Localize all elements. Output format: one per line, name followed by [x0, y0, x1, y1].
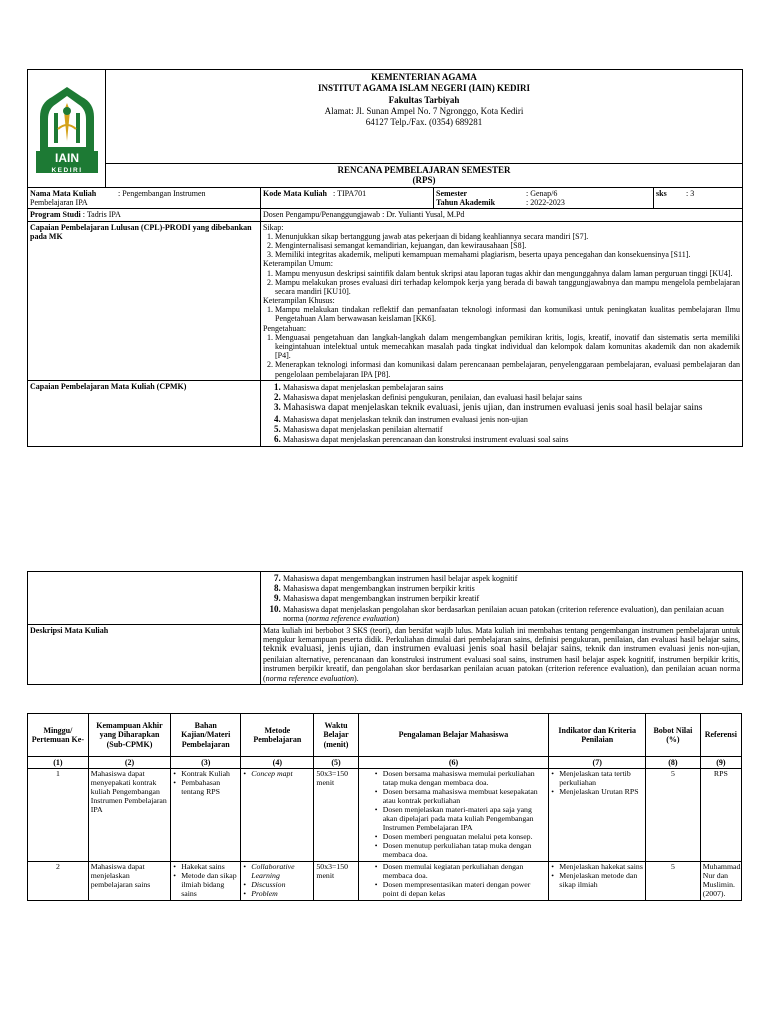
week-number: 1 [28, 769, 89, 862]
referensi-cell: RPS [700, 769, 741, 862]
list-item: 5. Mahasiswa dapat menjelaskan penilaian alternatif [283, 424, 740, 434]
list-item: • Kontrak Kuliah [173, 770, 238, 779]
cpl-label: Capaian Pembelajaran Lulusan (CPL)-PRODI yang dibebankan pada MK [28, 221, 261, 380]
pengalaman-cell [358, 769, 549, 862]
table-row [28, 769, 742, 862]
column-header: Referensi [700, 714, 741, 757]
metode-cell [241, 769, 314, 862]
weekly-plan-section [27, 713, 742, 901]
ministry-name: KEMENTERIAN AGAMA [371, 72, 477, 82]
semester-cell: Semester : Genap/6 Tahun Akademik : 2022-2023 [434, 188, 654, 209]
pengalaman-cell [358, 861, 549, 900]
list-item: • Menjelaskan tata tertib perkuliahan [551, 770, 643, 788]
column-number: (9) [700, 757, 741, 769]
column-header: Bobot Nilai (%) [646, 714, 701, 757]
week-number: 2 [28, 861, 89, 900]
deskripsi-label: Deskripsi Mata Kuliah [28, 624, 261, 684]
list-item: • Menjelaskan metode dan sikap ilmiah [551, 872, 643, 890]
waktu-cell: 50x3=150 menit [314, 861, 358, 900]
list-item: • Concep mapt [243, 770, 311, 779]
list-item: 2. Menginternalisasi semangat kemandirian, kejuangan, dan kewirausahaan [S8]. [275, 241, 740, 250]
table-header-row [28, 714, 742, 757]
institution-header [106, 70, 743, 164]
list-item: • Dosen mempresentasikan materi dengan power point di depan kelas [375, 881, 547, 899]
svg-text:IAIN: IAIN [54, 151, 79, 166]
column-header: Indikator dan Kriteria Penilaian [549, 714, 646, 757]
list-item: 6. Mahasiswa dapat menjelaskan perencanaan dan konstruksi instrument evaluasi soal sains [283, 434, 740, 444]
pengetahuan-list [263, 333, 740, 379]
list-item: 4. Mahasiswa dapat menjelaskan teknik dan instrumen evaluasi jenis non-ujian [283, 414, 740, 424]
svg-text:KEDIRI: KEDIRI [50, 167, 83, 174]
kemampuan-cell: Mahasiswa dapat menyepakati kontrak kuliah Pengembangan Instrumen Pembelajaran IPA [88, 769, 170, 862]
cpmk-list [263, 382, 740, 445]
column-header: Metode Pembelajaran [241, 714, 314, 757]
list-item: • Dosen memulai kegiatan perkuliahan dengan membaca doa. [375, 863, 547, 881]
list-item: 1. Menguasai pengetahuan dan langkah-langkah dalam mengembangkan pemikiran kritis, logis, kreatif, inovatif dan sistematis serta memiliki keingintahuan intelektual untuk memecahkan masalah pada tingkat individual dan kelompok dalam komunitas akademik dan non akademik [P4]. [275, 333, 740, 361]
column-number: (5) [314, 757, 358, 769]
list-item: • Dosen bersama mahasiswa memulai perkuliahan tatap muka dengan membaca doa. [375, 770, 547, 788]
column-number: (7) [549, 757, 646, 769]
column-number: (2) [88, 757, 170, 769]
list-item: • Dosen menjelaskan materi-materi apa saja yang akan dipelajari pada mata kuliah Pengembangan Instrumen Pembelajaran IPA [375, 806, 547, 833]
iain-logo-icon [32, 81, 102, 173]
cpmk-content [261, 380, 743, 446]
list-item: 3. Mahasiswa dapat menjelaskan teknik evaluasi, jenis ujian, dan instrumen evaluasi jenis soal hasil belajar sains [283, 402, 740, 414]
column-number: (3) [171, 757, 241, 769]
list-item: • Pembahasan tentang RPS [173, 779, 238, 797]
list-item: 1. Menunjukkan sikap bertanggung jawab atas pekerjaan di bidang keahliannya secara mandiri [S7]. [275, 232, 740, 241]
keterampilan-khusus-list [263, 305, 740, 323]
list-item: • Discussion [243, 881, 311, 890]
document-title: RENCANA PEMBELAJARAN SEMESTER (RPS) [106, 164, 743, 188]
column-header: Minggu/ Pertemuan Ke- [28, 714, 89, 757]
list-item: • Hakekat sains [173, 863, 238, 872]
list-item: 1. Mampu melakukan tindakan reflektif dan pemanfaatan teknologi informasi dan komunikasi untuk peningkatan kualitas pembelajaran Ilmu Pengetahuan Alam berwawasan keislaman [KK6]. [275, 305, 740, 323]
list-item: 2. Menerapkan teknologi informasi dan komunikasi dalam perencanaan pembelajaran, penyelenggaraan pembelajaran, evaluasi pembelajaran dan pengelolaan pembelajaran IPA [P8]. [275, 360, 740, 378]
list-item: • Collaborative Learning [243, 863, 311, 881]
column-header: Kemampuan Akhir yang Diharapkan (Sub-CPMK) [88, 714, 170, 757]
list-item: • Problem [243, 890, 311, 899]
column-number-row [28, 757, 742, 769]
list-item: 7. Mahasiswa dapat mengembangkan instrumen hasil belajar aspek kognitif [283, 573, 740, 583]
list-item: • Menjelaskan hakekat sains [551, 863, 643, 872]
referensi-cell: Muhammad Nur dan Muslimin. (2007). [700, 861, 741, 900]
deskripsi-content: Mata kuliah ini berbobot 3 SKS (teori), dan bersifat wajib lulus. Mata kuliah ini membahas tentang pengembangan instrumen pembelajaran untuk mengukur kemampuan peserta didik. Perkuliahan dimulai dari pembelajaran sains, definisi pengukuran, penilaian, dan evaluasi hasil belajar sains, teknik evaluasi, jenis ujian, dan instrumen evaluasi jenis soal hasil belajar sains, teknik dan instrumen evaluasi jenis non-ujian, penilaian alternative, perencanaan dan konstruksi instrument evaluasi soal sains, instrumen hasil belajar aspek kognitif, instrumen berpikir kritis, instrumen berpikir kreatif, dan pengolahan skor berdasarkan penilaian acuan patokan (criterion reference evaluation), dan penilaian acuan norma (norma reference evaluation). [261, 624, 743, 684]
rps-header-table [27, 69, 743, 447]
column-number: (8) [646, 757, 701, 769]
rps-continuation-section [27, 571, 742, 685]
column-number: (1) [28, 757, 89, 769]
cpl-content: Sikap: 1. Menunjukkan sikap bertanggung jawab atas pekerjaan di bidang keahliannya secara mandiri [S7]. 2. Menginternalisasi semangat kemandirian, kejuangan, dan kewirausahaan [S8]. 3. Memiliki integritas akademik, meliputi kemampuan memahami plagiarism, beserta upaya pencegahan dan konsekuensinya [S11]. Keterampilan Umum: 1. Mampu menyusun deskripsi saintifik dalam bentuk skripsi atau laporan tugas akhir dan mengunggahnya dalam laman perguruan tinggi [KU4]. 2. Mampu melakukan proses evaluasi diri terhadap kelompok kerja yang berada di bawah tanggungjawabnya dan mampu mengelola pembelajaran secara mandiri [KU10]. Keterampilan Khusus: 1. Mampu melakukan tindakan reflektif dan pemanfaatan teknologi informasi dan komunikasi untuk peningkatan kualitas pembelajaran Ilmu Pengetahuan Alam berwawasan keislaman [KK6]. Pengetahuan: 1. Menguasai pengetahuan dan langkah-langkah dalam mengembangkan pemikiran kritis, logis, kreatif, inovatif dan sistematis serta memiliki keingintahuan intelektual untuk memecahkan masalah pada tingkat individual dan kelompok dalam komunitas akademik dan non akademik [P4]. 2. Menerapkan teknologi informasi dan komunikasi dalam perencanaan pembelajaran, penyelenggaraan pembelajaran, evaluasi pembelajaran dan pengelolaan pembelajaran IPA [P8]. [261, 221, 743, 380]
sikap-list [263, 232, 740, 260]
list-item: 10. Mahasiswa dapat menjelaskan pengolahan skor berdasarkan penilaian acuan patokan (criterion reference evaluation), dan penilaian acuan norma (norma reference evaluation) [283, 604, 740, 623]
list-item: 8. Mahasiswa dapat mengembangkan instrumen berpikir kritis [283, 583, 740, 593]
institute-phone: 64127 Telp./Fax. (0354) 689281 [365, 117, 483, 127]
weekly-plan-table [27, 713, 742, 901]
cpmk-cont-content [261, 572, 743, 625]
waktu-cell: 50x3=150 menit [314, 769, 358, 862]
bobot-cell: 5 [646, 861, 701, 900]
faculty-name: Fakultas Tarbiyah [388, 94, 460, 105]
rps-header-section [27, 69, 742, 447]
institute-address: Alamat: Jl. Sunan Ampel No. 7 Ngronggo, Kota Kediri [324, 105, 524, 116]
course-name-cell: Nama Mata Kuliah : Pengembangan Instrumen Pembelajaran IPA [28, 188, 261, 209]
metode-cell [241, 861, 314, 900]
column-number: (6) [358, 757, 549, 769]
cpmk-continuation-table [27, 571, 743, 685]
bobot-cell: 5 [646, 769, 701, 862]
list-item: • Menjelaskan Urutan RPS [551, 788, 643, 797]
cpmk-label: Capaian Pembelajaran Mata Kuliah (CPMK) [28, 380, 261, 446]
bahan-cell [171, 769, 241, 862]
list-item: • Metode dan sikap ilmiah bidang sains [173, 872, 238, 899]
list-item: • Dosen memberi penguatan melalui peta konsep. [375, 833, 547, 842]
institute-name: INSTITUT AGAMA ISLAM NEGERI (IAIN) KEDIRI [317, 83, 531, 94]
bahan-cell [171, 861, 241, 900]
column-header: Bahan Kajian/Materi Pembelajaran [171, 714, 241, 757]
program-cell: Program Studi : Tadris IPA [28, 209, 261, 221]
list-item: 2. Mahasiswa dapat menjelaskan definisi pengukuran, penilaian, dan evaluasi hasil belajar sains [283, 392, 740, 402]
kemampuan-cell: Mahasiswa dapat menjelaskan pembelajaran sains [88, 861, 170, 900]
keterampilan-umum-list [263, 269, 740, 297]
indikator-cell [549, 769, 646, 862]
column-number: (4) [241, 757, 314, 769]
table-row [28, 861, 742, 900]
list-item: 1. Mampu menyusun deskripsi saintifik dalam bentuk skripsi atau laporan tugas akhir dan mengunggahnya dalam laman perguruan tinggi [KU4]. [275, 269, 740, 278]
lecturer-cell: Dosen Pengampu/Penanggungjawab : Dr. Yulianti Yusal, M.Pd [261, 209, 743, 221]
list-item: • Dosen menutup perkuliahan tatap muka dengan membaca doa. [375, 842, 547, 860]
column-header: Waktu Belajar (menit) [314, 714, 358, 757]
column-header: Pengalaman Belajar Mahasiswa [358, 714, 549, 757]
list-item: 2. Mampu melakukan proses evaluasi diri terhadap kelompok kerja yang berada di bawah tanggungjawabnya dan mampu mengelola pembelajaran secara mandiri [KU10]. [275, 278, 740, 296]
sks-cell: sks : 3 [654, 188, 743, 209]
list-item: 1. Mahasiswa dapat menjelaskan pembelajaran sains [283, 382, 740, 392]
list-item: 9. Mahasiswa dapat mengembangkan instrumen berpikir kreatif [283, 593, 740, 603]
institution-logo [28, 70, 106, 188]
course-code-cell: Kode Mata Kuliah : TIPA701 [261, 188, 434, 209]
cpmk-list-continued [263, 573, 740, 623]
indikator-cell [549, 861, 646, 900]
cpmk-cont-label [28, 572, 261, 625]
list-item: • Dosen bersama mahasiswa membuat kesepakatan atau kontrak perkuliahan [375, 788, 547, 806]
list-item: 3. Memiliki integritas akademik, meliputi kemampuan memahami plagiarism, beserta upaya pencegahan dan konsekuensinya [S11]. [275, 250, 740, 259]
